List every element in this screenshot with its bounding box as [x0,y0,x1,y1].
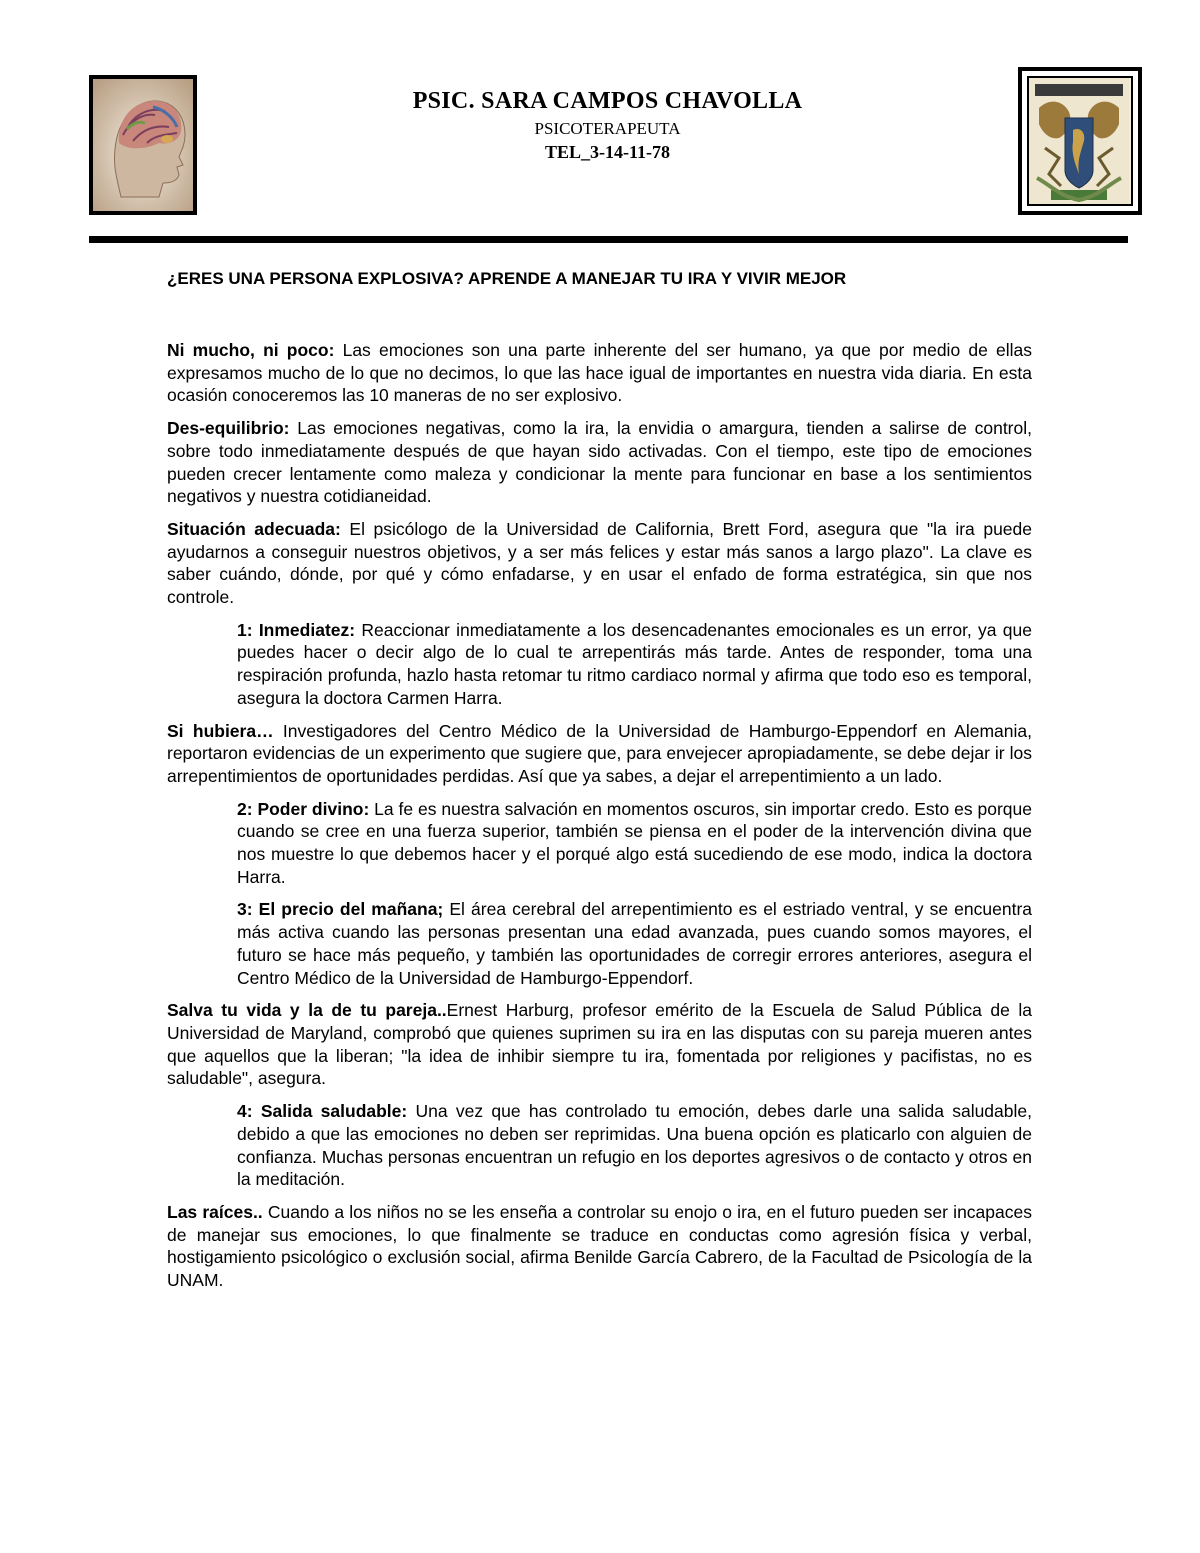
paragraph-lead: Des-equilibrio: [167,418,290,439]
paragraph-text: Las emociones son una parte inherente del ser humano, ya que por medio de ellas expresamos mucho de lo que no decimos, lo que las hace igual de importantes en nuestra vida diaria. En esta ocasión conoceremos las 10 maneras de no ser explosivo. [167,340,1032,406]
header-divider [89,236,1128,243]
paragraph-lead: Salva tu vida y la de tu pareja.. [167,1000,447,1021]
tip-lead: 2: Poder divino: [237,798,370,819]
paragraph-lead: Si hubiera… [167,720,274,741]
numbered-tip [237,898,1032,989]
letterhead [200,86,1015,164]
paragraph-lead: Ni mucho, ni poco: [167,340,335,360]
numbered-tip [237,798,1032,889]
brain-head-illustration [93,79,193,211]
tip-lead: 3: El precio del mañana; [237,899,444,920]
university-crest-icon [1018,67,1142,215]
crest-frame [1027,76,1133,206]
phone-number: TEL_3-14-11-78 [544,142,670,162]
paragraph-text: Ernest Harburg, profesor emérito de la Escuela de Salud Pública de la Universidad de Maryland, comprobó que quienes suprimen su ira en las disputas con su pareja mueren antes que aquellos que la liberan; "la idea de inhibir siempre tu ira, fomentada por religiones y pacifistas, no es saludable", asegura. [167,1000,1032,1089]
profession: PSICOTERAPEUTA [534,119,681,138]
tip-text: Reaccionar inmediatamente a los desencadenantes emocionales es un error, ya que puedes hacer o decir algo de lo cual te arrepentirás más tarde. Antes de responder, toma una respiración profunda, hazlo hasta retomar tu ritmo cardiaco normal y afirma que todo eso es temporal, asegura la doctora Carmen Harra. [237,619,1032,708]
paragraph-lead: Situación adecuada: [167,518,341,539]
paragraph-text: Las emociones negativas, como la ira, la envidia o amargura, tienden a salirse de control, sobre todo inmediatamente después de que hayan sido activadas. Con el tiempo, este tipo de emociones pueden crecer lentamente como maleza y condicionar la mente para funcionar en base a los sentimientos negativos y nuestra cotidianeidad. [167,418,1032,507]
tip-text: La fe es nuestra salvación en momentos oscuros, sin importar credo. Esto es porque cuando se cree en una fuerza superior, también se piensa en el poder de la intervención divina que nos muestre lo que debemos hacer y el porqué algo está sucediendo de ese modo, indica la doctora Harra. [237,798,1033,887]
paragraph [167,720,1032,788]
paragraph-text: El psicólogo de la Universidad de California, Brett Ford, asegura que "la ira puede ayudarnos a conseguir nuestros objetivos, y a ser más felices y estar más sanos a largo plazo". La clave es saber cuándo, dónde, por qué y cómo enfadarse, y en usar el enfado de forma estratégica, sin que nos controle. [167,518,1032,608]
crest-illustration [1029,78,1129,206]
paragraph-lead: Las raíces.. [167,1201,263,1222]
tip-text: El área cerebral del arrepentimiento es el estriado ventral, y se encuentra más activa cuando las personas presentan una edad avanzada, pues cuando somos mayores, el futuro se hace más pequeño, y también las oportunidades de corregir errores anteriores, asegura el Centro Médico de la Universidad de Hamburgo-Eppendorf. [237,899,1033,988]
article-title: ¿ERES UNA PERSONA EXPLOSIVA? APRENDE A MANEJAR TU IRA Y VIVIR MEJOR [167,269,847,288]
paragraph [167,1201,1032,1292]
paragraph [167,339,1032,407]
paragraph [167,417,1032,508]
numbered-tip [237,1100,1032,1191]
paragraph-text: Investigadores del Centro Médico de la Universidad de Hamburgo-Eppendorf en Alemania, reportaron evidencias de un experimento que sugiere que, para envejecer apropiadamente, se debe dejar ir los arrepentimientos de oportunidades perdidas. Así que ya sabes, a dejar el arrepentimiento a un lado. [167,720,1032,786]
tip-lead: 1: Inmediatez: [237,619,356,640]
article-body [167,268,1032,1302]
paragraph-text: Cuando a los niños no se les enseña a controlar su enojo o ira, en el futuro pueden ser incapaces de manejar sus emociones, lo que finalmente se traduce en conductas como agresión física y verbal, hostigamiento psicológico o exclusión social, afirma Benilde García Cabrero, de la Facultad de Psicología de la UNAM. [167,1201,1032,1291]
tip-lead: 4: Salida saludable: [237,1101,408,1122]
tip-text: Una vez que has controlado tu emoción, debes darle una salida saludable, debido a que las emociones no deben ser reprimidas. Una buena opción es platicarlo con alguien de confianza. Muchas personas encuentran un refugio en los deportes agresivos o de contacto y otros en la meditación. [237,1101,1032,1190]
paragraph [167,999,1032,1090]
brain-head-icon [89,75,197,215]
paragraph [167,518,1032,609]
numbered-tip [237,619,1032,710]
psychologist-name: PSIC. SARA CAMPOS CHAVOLLA [412,88,803,114]
